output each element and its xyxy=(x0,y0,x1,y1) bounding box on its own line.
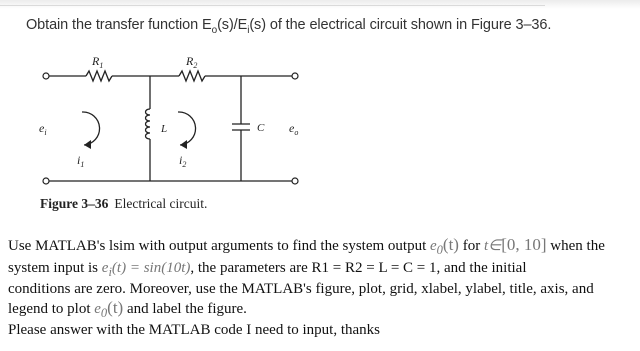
question-prefix: Obtain the transfer function E xyxy=(26,17,212,33)
top-border xyxy=(0,0,640,9)
label-capacitor: C xyxy=(257,122,265,134)
problem-line-2: system input is $e_i(t) = \sin(10t)$, the parameters are R1 = R2 = L = C = 1, and the initial xyxy=(8,259,527,279)
resistor-r2 xyxy=(179,71,205,81)
label-input: $e_i$ xyxy=(39,121,47,137)
terminal-out-top xyxy=(292,73,298,79)
terminal-in-top xyxy=(43,73,49,79)
problem-line-4: legend to plot $e_0(t)$ and label the figure. xyxy=(8,297,247,320)
label-r2: $R_2$ xyxy=(186,54,198,70)
label-inductor: L xyxy=(161,123,168,135)
label-current-i1: $i_1$ xyxy=(77,153,85,169)
terminal-in-bottom xyxy=(43,178,49,184)
circuit-diagram xyxy=(30,46,320,216)
figure-caption: Figure 3–36 Electrical circuit. xyxy=(40,196,208,211)
question-text xyxy=(26,17,626,36)
inductor-l xyxy=(146,109,151,139)
resistor-r1 xyxy=(86,71,112,81)
problem-line-1: Use MATLAB's lsim with output arguments to find the system output $e_0(t)$ for t∈[0, 10] when the xyxy=(8,235,605,257)
math-eo-2: $e_0$ xyxy=(94,300,108,320)
label-output: $e_o$ xyxy=(289,121,299,137)
label-r1: $R_1$ xyxy=(92,54,104,70)
problem-text xyxy=(8,236,632,340)
question-sub-o: o xyxy=(211,24,218,36)
math-eo: $e_0$ xyxy=(430,238,443,257)
problem-line-3: conditions are zero. Moreover, use the MATLAB's figure, plot, grid, xlabel, ylabel, title, axis, and xyxy=(8,281,594,297)
loop-arrowhead-i1 xyxy=(84,140,91,149)
loop-arrow-i1 xyxy=(82,112,100,145)
question-sub-i: i xyxy=(247,24,250,36)
loop-arrowhead-i2 xyxy=(180,140,187,149)
math-ei: $e_i$ xyxy=(101,259,112,279)
terminal-out-bottom xyxy=(292,178,298,184)
label-current-i2: $i_2$ xyxy=(179,153,187,169)
loop-arrow-i2 xyxy=(178,112,196,145)
question-suffix: (s) of the electrical circuit shown in Figure 3–36. xyxy=(249,17,552,33)
problem-line-5: Please answer with the MATLAB code I need to input, thanks xyxy=(8,322,381,338)
question-mid: (s)/E xyxy=(217,17,248,33)
